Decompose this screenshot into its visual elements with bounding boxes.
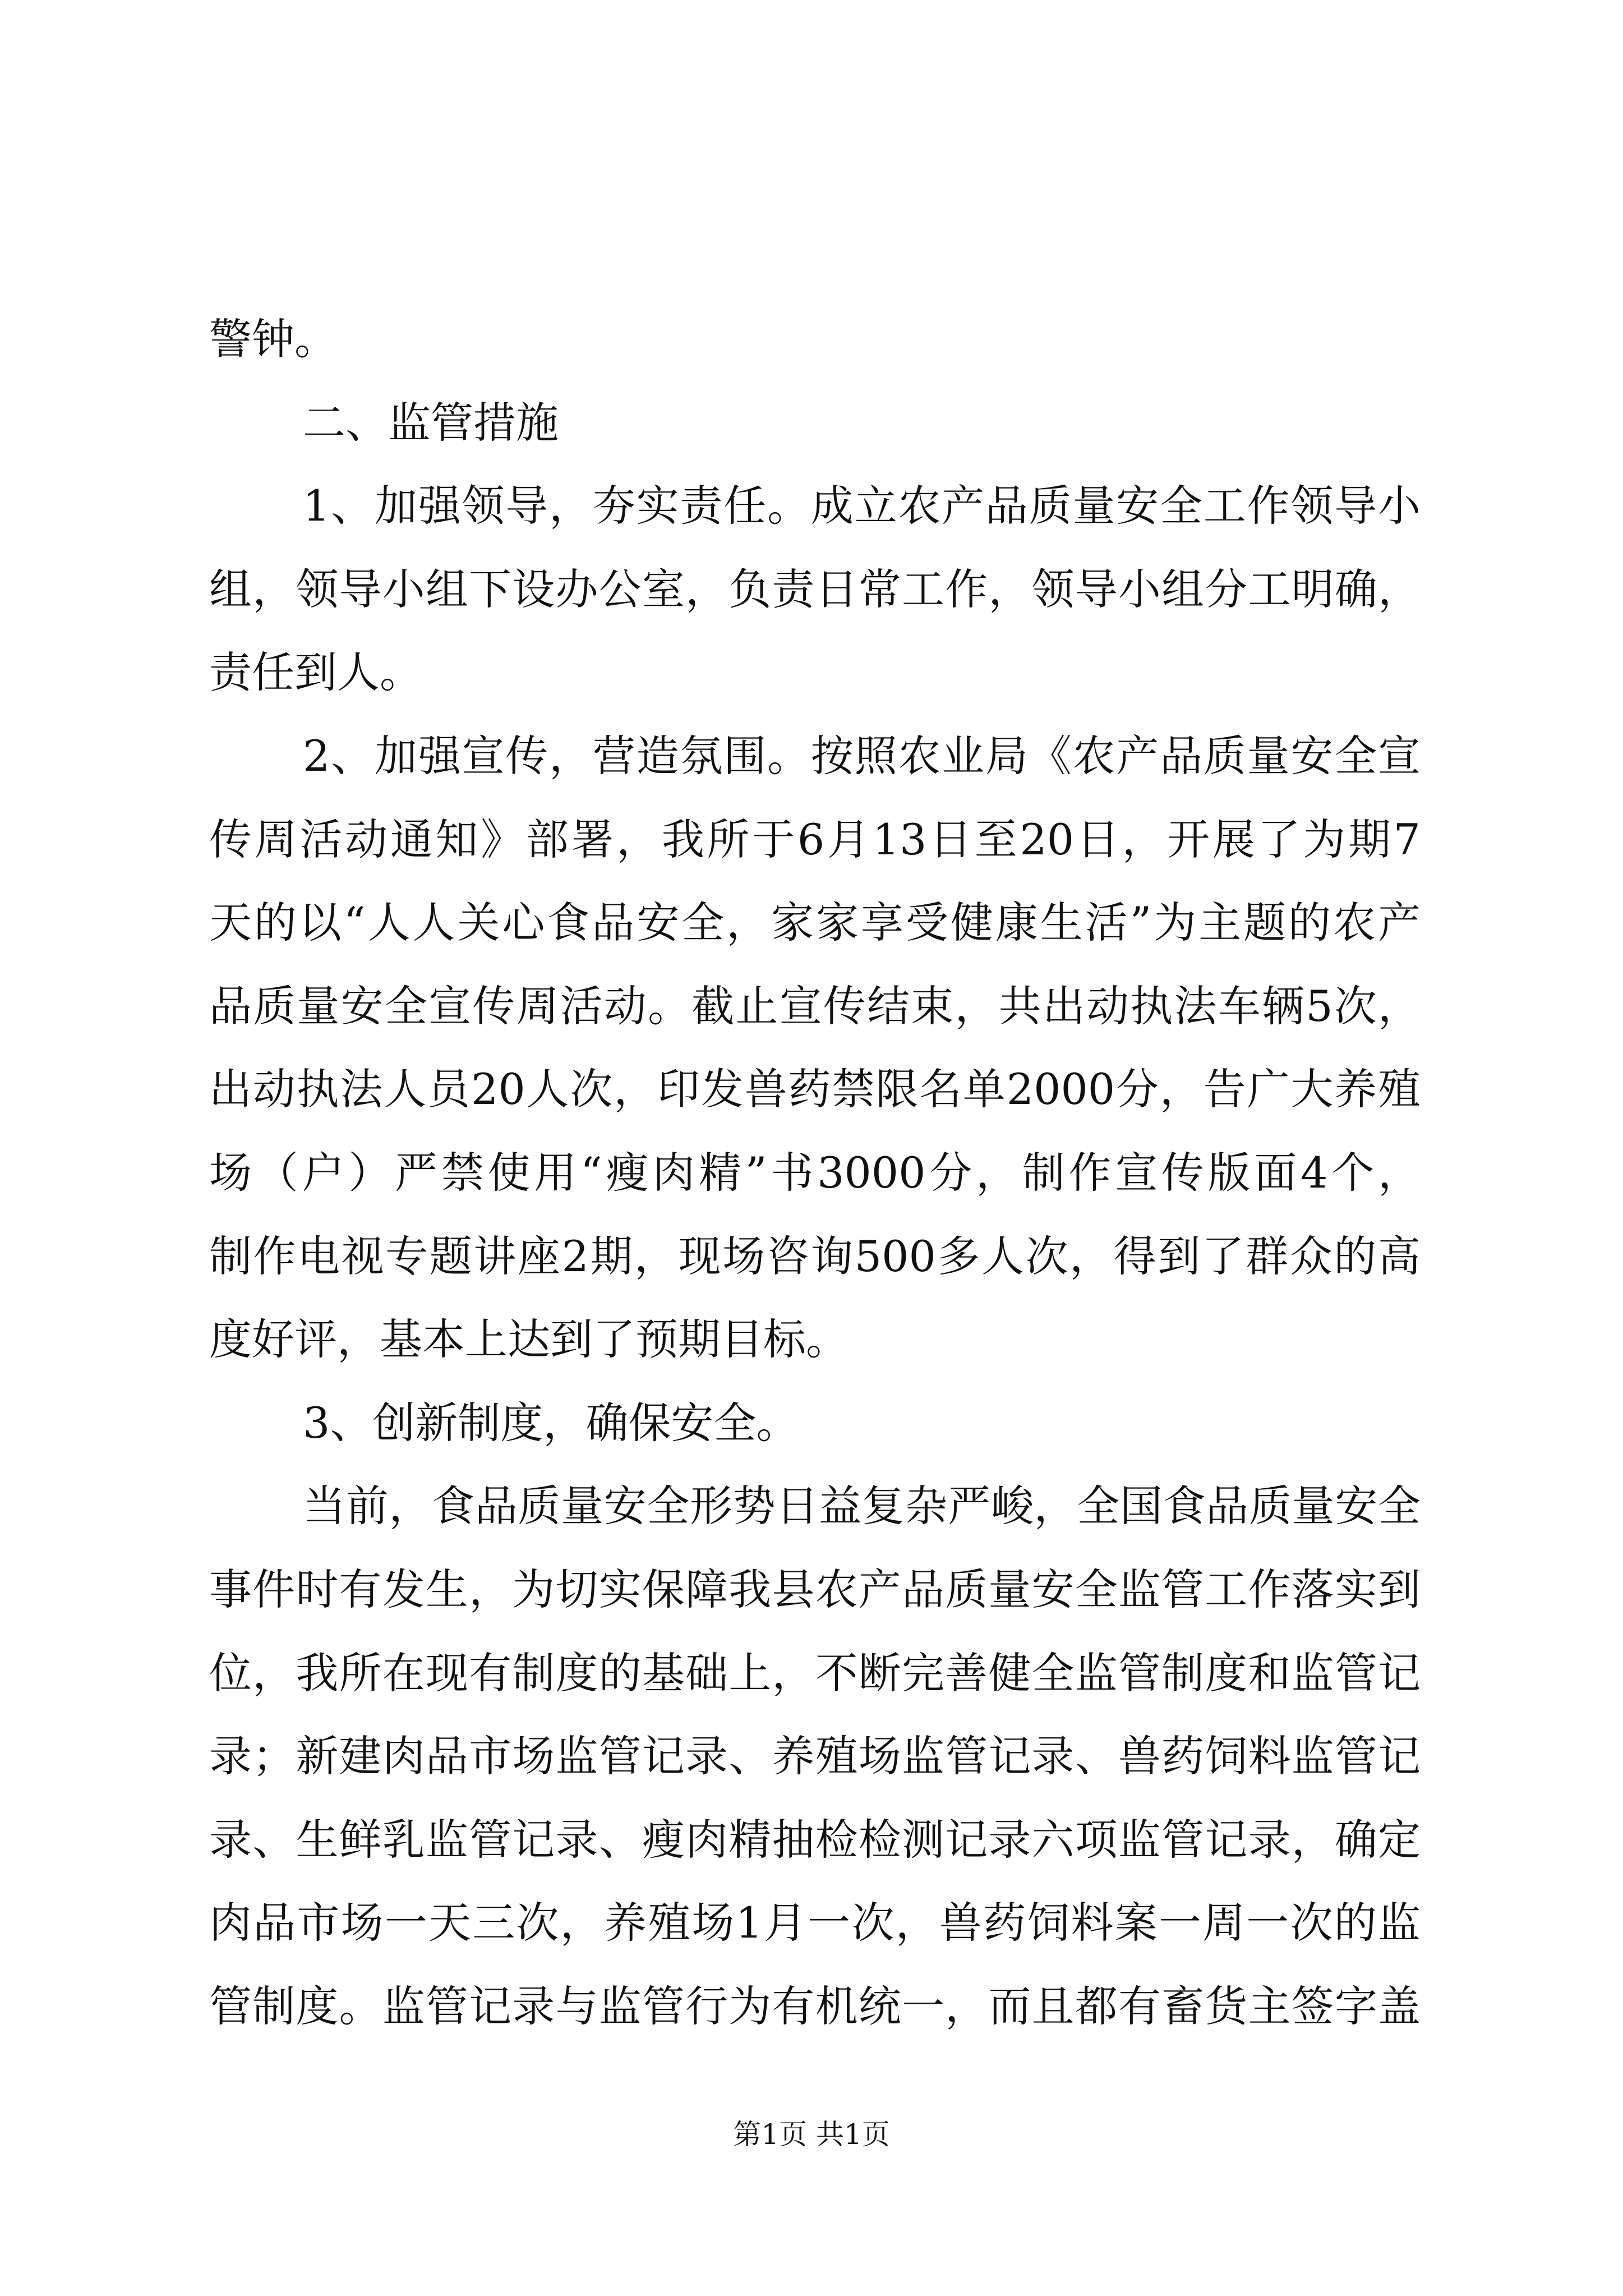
text-line: 当前，食品质量安全形势日益复杂严峻，全国食品质量安全: [303, 1481, 1421, 1531]
text-line: 位，我所在现有制度的基础上，不断完善健全监管制度和监管记: [209, 1648, 1421, 1698]
text-line: 品质量安全宣传周活动。截止宣传结束，共出动执法车辆5次，: [209, 981, 1421, 1031]
text-line: 场（户）严禁使用“瘦肉精”书3000分，制作宣传版面4个，: [209, 1148, 1421, 1198]
text-line: 录、生鲜乳监管记录、瘦肉精抽检检测记录六项监管记录，确定: [209, 1814, 1421, 1865]
text-line: 管制度。监管记录与监管行为有机统一，而且都有畜货主签字盖: [209, 1981, 1421, 2031]
text-line: 3、创新制度，确保安全。: [303, 1397, 799, 1448]
text-line: 出动执法人员20人次，印发兽药禁限名单2000分，告广大养殖: [209, 1064, 1421, 1115]
text-line: 制作电视专题讲座2期，现场咨询500多人次，得到了群众的高: [209, 1231, 1421, 1281]
text-line: 肉品市场一天三次，养殖场1月一次，兽药饲料案一周一次的监: [209, 1898, 1421, 1948]
text-line: 组，领导小组下设办公室，负责日常工作，领导小组分工明确，: [209, 564, 1421, 614]
text-line: 录；新建肉品市场监管记录、养殖场监管记录、兽药饲料监管记: [209, 1731, 1421, 1782]
text-line: 天的以“人人关心食品安全，家家享受健康生活”为主题的农产: [209, 898, 1421, 948]
text-line: 二、监管措施: [303, 397, 559, 448]
text-line: 传周活动通知》部署，我所于6月13日至20日，开展了为期7: [209, 814, 1421, 864]
text-line: 1、加强领导，夯实责任。成立农产品质量安全工作领导小: [303, 481, 1421, 531]
text-line: 事件时有发生，为切实保障我县农产品质量安全监管工作落实到: [209, 1565, 1421, 1614]
text-line: 责任到人。: [209, 647, 422, 698]
text-line: 2、加强宣传，营造氛围。按照农业局《农产品质量安全宣: [303, 731, 1421, 781]
text-line: 警钟。: [209, 314, 337, 364]
page-footer: 第1页 共1页: [733, 2118, 890, 2151]
text-line: 度好评，基本上达到了预期目标。: [209, 1314, 849, 1365]
